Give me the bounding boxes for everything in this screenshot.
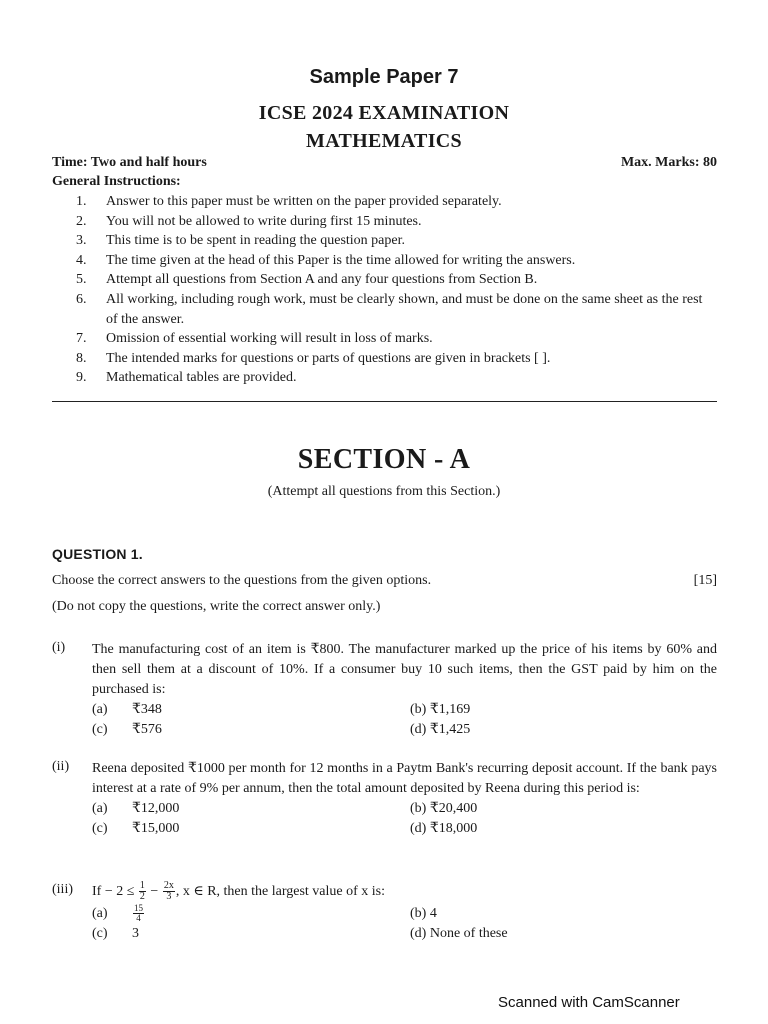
- instruction-item: [52, 231, 717, 251]
- option-text: ₹576: [132, 722, 162, 737]
- option-d: [410, 720, 470, 740]
- option-label: (c): [92, 821, 108, 836]
- option-a: [92, 904, 145, 924]
- fraction-fifteen-over-four: [133, 904, 144, 923]
- options-grid: [92, 799, 717, 839]
- subject-title: MATHEMATICS: [306, 130, 462, 152]
- instruction-number: 9.: [76, 370, 87, 386]
- instruction-text: All working, including rough work, must be clearly shown, and must be done on the same sheet as the rest of the answer.: [106, 291, 703, 327]
- instruction-number: 8.: [76, 350, 87, 366]
- option-b: [410, 700, 470, 720]
- instruction-text: This time is to be spent in reading the question paper.: [106, 233, 405, 249]
- option-label: (a): [92, 906, 108, 921]
- fraction-one-half: [139, 881, 146, 902]
- instruction-item: [52, 192, 717, 212]
- instruction-item: [52, 270, 717, 290]
- option-text: ₹15,000: [132, 821, 180, 836]
- instruction-number: 2.: [76, 213, 87, 229]
- option-b: [410, 904, 437, 924]
- instructions-list: [52, 192, 717, 388]
- instruction-item: [52, 251, 717, 271]
- paper-meta-row: [52, 155, 717, 173]
- part-label: (iii): [52, 882, 73, 897]
- option-label: (a): [92, 801, 108, 816]
- option-text: ₹1,169: [429, 702, 471, 717]
- option-label: (d): [410, 926, 427, 941]
- option-label: (b): [410, 801, 427, 816]
- instructions-heading: General Instructions:: [52, 174, 181, 189]
- option-label: (c): [92, 926, 108, 941]
- section-title: SECTION - A: [297, 444, 471, 475]
- inequality-lhs: − 2 ≤: [104, 884, 135, 899]
- option-label: (a): [92, 702, 108, 717]
- instruction-text: Answer to this paper must be written on the paper provided separately.: [106, 194, 502, 209]
- option-b: [410, 799, 477, 819]
- option-c: [92, 720, 162, 740]
- exam-title: ICSE 2024 EXAMINATION: [258, 102, 510, 124]
- part-text: The manufacturing cost of an item is ₹800. The manufacturer marked up the price of his items by 60% and then sell them at a discount of 10%. If a consumer buy 10 such items, then the GST paid by him on the purchased is:: [92, 642, 717, 697]
- minus-sign: −: [150, 884, 159, 899]
- instruction-number: 4.: [76, 252, 87, 268]
- question-part-i: [52, 640, 717, 740]
- option-d: [410, 924, 508, 944]
- options-grid: [92, 700, 717, 740]
- option-label: (c): [92, 722, 108, 737]
- fraction-denominator: 3: [163, 891, 175, 902]
- question-heading: QUESTION 1.: [52, 546, 143, 562]
- instruction-number: 1.: [76, 194, 87, 209]
- option-label: (b): [410, 906, 427, 921]
- question-part-iii: [52, 880, 717, 944]
- domain-condition: , x ∈ R: [175, 884, 217, 899]
- option-label: (d): [410, 821, 427, 836]
- question-marks: [15]: [693, 573, 717, 588]
- max-marks: Max. Marks: 80: [620, 155, 717, 170]
- part-text: [92, 880, 717, 904]
- fraction-denominator: 4: [133, 913, 144, 923]
- sample-paper-title: Sample Paper 7: [309, 66, 459, 88]
- part-text: Reena deposited ₹1000 per month for 12 months in a Paytm Bank's recurring deposit account. If the bank pays interest at a rate of 9% per annum, then the total amount deposited by Reena during this period is:: [92, 761, 717, 796]
- option-text: 4: [429, 906, 437, 921]
- instruction-text: Omission of essential working will result in loss of marks.: [106, 331, 433, 347]
- fraction-numerator: 1: [139, 880, 145, 892]
- option-a: [92, 799, 179, 819]
- instruction-text: You will not be allowed to write during first 15 minutes.: [106, 213, 422, 229]
- option-c: [92, 819, 179, 839]
- question-note: (Do not copy the questions, write the correct answer only.): [52, 599, 381, 614]
- fraction-numerator: 2x: [163, 880, 174, 892]
- instruction-item: [52, 368, 717, 388]
- instruction-number: 6.: [76, 291, 87, 307]
- scanner-watermark: Scanned with CamScanner: [498, 994, 680, 1011]
- option-text: ₹1,425: [429, 722, 471, 737]
- instruction-number: 5.: [76, 272, 87, 288]
- option-d: [410, 819, 477, 839]
- option-text: ₹12,000: [132, 801, 180, 816]
- part-label: (ii): [52, 759, 70, 774]
- section-subtitle: (Attempt all questions from this Section.): [267, 484, 501, 499]
- fraction-denominator: 2: [139, 891, 145, 903]
- options-grid: [92, 904, 717, 944]
- option-text: None of these: [429, 926, 508, 941]
- time-allowed: Time: Two and half hours: [52, 155, 207, 170]
- instruction-text: Attempt all questions from Section A and any four questions from Section B.: [106, 272, 538, 288]
- instruction-number: 7.: [76, 331, 87, 347]
- section-divider: [52, 401, 717, 402]
- option-label: (d): [410, 722, 427, 737]
- instruction-text: Mathematical tables are provided.: [106, 370, 297, 386]
- option-label: (b): [410, 702, 427, 717]
- option-c: [92, 924, 139, 944]
- question-intro-row: [52, 573, 717, 593]
- option-a: [92, 700, 162, 720]
- instruction-item: [52, 329, 717, 349]
- option-text: ₹348: [132, 702, 162, 717]
- option-text: ₹20,400: [429, 801, 478, 816]
- instruction-item: [52, 349, 717, 369]
- question-part-ii: [52, 759, 717, 839]
- option-text: ₹18,000: [429, 821, 478, 836]
- instruction-number: 3.: [76, 233, 87, 249]
- instruction-text: The time given at the head of this Paper is the time allowed for writing the answers.: [106, 252, 576, 268]
- part-label: (i): [52, 640, 66, 655]
- part-text-suffix: , then the largest value of x is:: [216, 884, 386, 899]
- instruction-item: [52, 290, 717, 329]
- part-text-prefix: If: [92, 884, 102, 899]
- question-intro: Choose the correct answers to the questions from the given options.: [52, 573, 432, 588]
- instruction-text: The intended marks for questions or parts of questions are given in brackets [ ].: [106, 350, 551, 366]
- fraction-numerator: 15: [134, 903, 143, 914]
- fraction-two-x-over-three: [163, 881, 175, 902]
- instruction-item: [52, 212, 717, 232]
- option-text: 3: [132, 926, 139, 941]
